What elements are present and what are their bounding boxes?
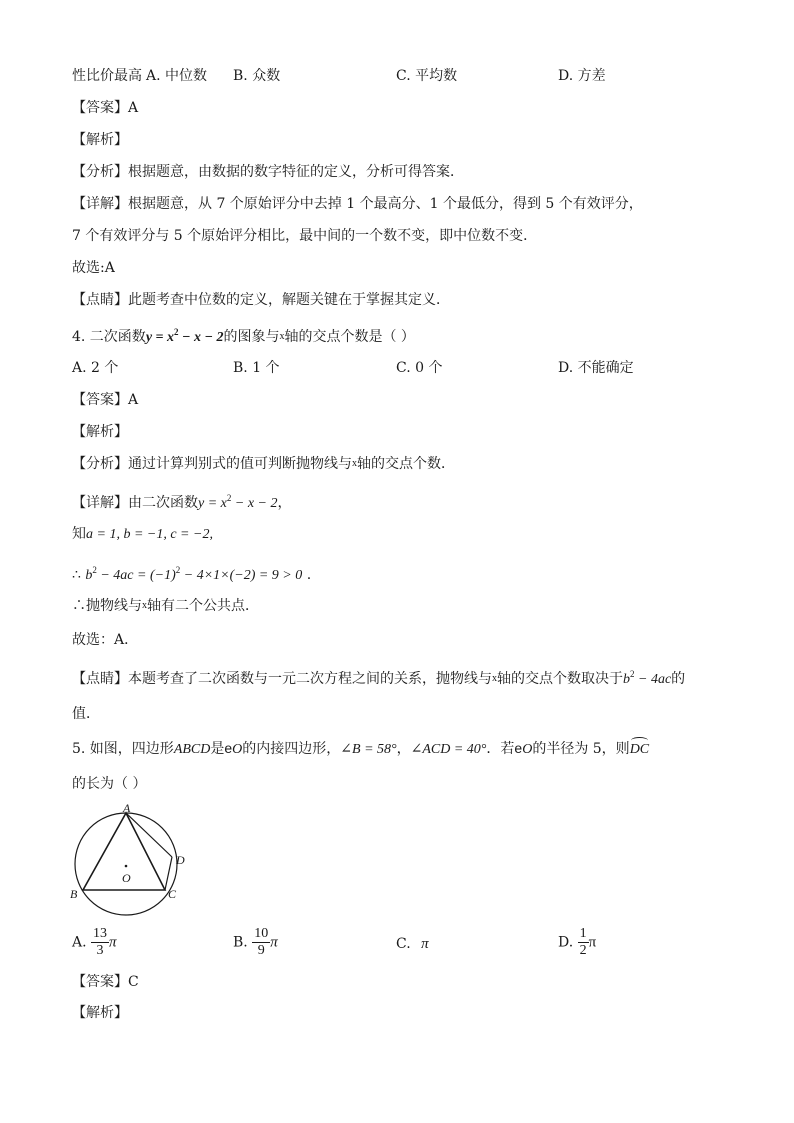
q3-guxuan: 故选:A <box>72 260 115 276</box>
q3-fenxi: 【分析】根据题意，由数据的数字特征的定义，分析可得答案． <box>72 164 464 180</box>
arc-dc: DC <box>630 740 649 760</box>
circle-o <box>75 813 177 915</box>
q4-discriminant: ∴ $b^2 - 4ac = (-1)^2 - 4\times 1\times(-2) = 9 > 0$ . <box>72 565 312 583</box>
q3-option-d: D. 方差 <box>558 68 606 84</box>
circle-symbol: e <box>224 740 233 756</box>
q5-stem: 5. 如图，四边形ABCD是eO的内接四边形，∠B = 58°，∠ACD = 40°．若eO的半径为 5，则DC <box>72 738 649 760</box>
segment-dc <box>165 857 172 890</box>
q3-analysis-tag: 【解析】 <box>72 132 128 148</box>
q4-option-d: D. 不能确定 <box>558 360 634 376</box>
answer-tag: 【答案】 <box>72 100 128 116</box>
label-c: C <box>168 887 177 901</box>
q4-option-c: C. 0 个 <box>396 360 443 376</box>
q4-analysis-tag: 【解析】 <box>72 424 128 440</box>
circle-quadrilateral-figure <box>66 804 194 916</box>
q5-option-a: A. $\frac{13}{3}$ π <box>72 926 117 958</box>
q3-option-b: B. 众数 <box>233 68 281 84</box>
q3-dianjing: 【点睛】此题考查中位数的定义，解题关键在于掌握其定义． <box>72 292 450 308</box>
center-dot <box>125 865 128 868</box>
q5-stem-line2: 的长为（ ） <box>72 776 147 792</box>
label-a: A <box>123 804 131 815</box>
q3-options-line <box>72 66 142 86</box>
label-b: B <box>70 887 78 901</box>
q3-xiangjie-1: 【详解】根据题意，从 7 个原始评分中去掉 1 个最高分、1 个最低分，得到 5 个有效评分， <box>72 196 643 212</box>
q4-option-a: A. 2 个 <box>72 360 119 376</box>
q5-option-c: C. π <box>396 936 429 952</box>
q4-conclusion: ∴抛物线与x轴有二个公共点． <box>72 598 259 614</box>
q4-answer: 【答案】A <box>72 392 139 408</box>
q3-option-a: A. 中位数 <box>146 68 208 84</box>
q4-fenxi: 【分析】通过计算判别式的值可判断抛物线与x轴的交点个数． <box>72 456 455 472</box>
q4-equation: $y = x^2 - x - 2$ <box>145 327 224 345</box>
q5-option-d: D. $\frac{1}{2}$ π <box>558 926 597 958</box>
q4-dianjing: 【点睛】本题考查了二次函数与一元二次方程之间的关系，抛物线与x轴的交点个数取决于$b^2 - 4ac$的 <box>72 669 686 687</box>
q3-xiangjie-2: 7 个有效评分与 5 个原始评分相比，最中间的一个数不变，即中位数不变． <box>72 228 538 244</box>
q4-abc-values: 知a = 1, b = −1, c = −2, <box>72 526 213 542</box>
q3-option-c: C. 平均数 <box>396 68 458 84</box>
q5-answer: 【答案】C <box>72 974 139 990</box>
label-o: O <box>122 871 131 885</box>
q4-dianjing-line2: 值． <box>72 706 100 722</box>
label-d: D <box>176 853 185 867</box>
fraction-13-3: $\frac{13}{3}$ <box>93 926 108 958</box>
q4-xiangjie: 【详解】由二次函数$y = x^2 - x - 2$， <box>72 493 292 511</box>
q5-option-b: B. $\frac{10}{9}$ π <box>233 926 278 958</box>
segment-ad <box>126 813 172 857</box>
q3-intro: 性比价最高 <box>72 68 142 84</box>
q4-stem: 4. 二次函数$y = x^2 - x - 2$的图象与x轴的交点个数是（ ） <box>72 327 415 345</box>
q4-guxuan: 故选：A． <box>72 632 139 648</box>
q5-analysis-tag: 【解析】 <box>72 1005 128 1021</box>
fraction-10-9: $\frac{10}{9}$ <box>254 926 269 958</box>
q4-option-b: B. 1 个 <box>233 360 280 376</box>
q3-answer: 【答案】A <box>72 100 139 116</box>
fraction-1-2: $\frac{1}{2}$ <box>579 926 587 958</box>
